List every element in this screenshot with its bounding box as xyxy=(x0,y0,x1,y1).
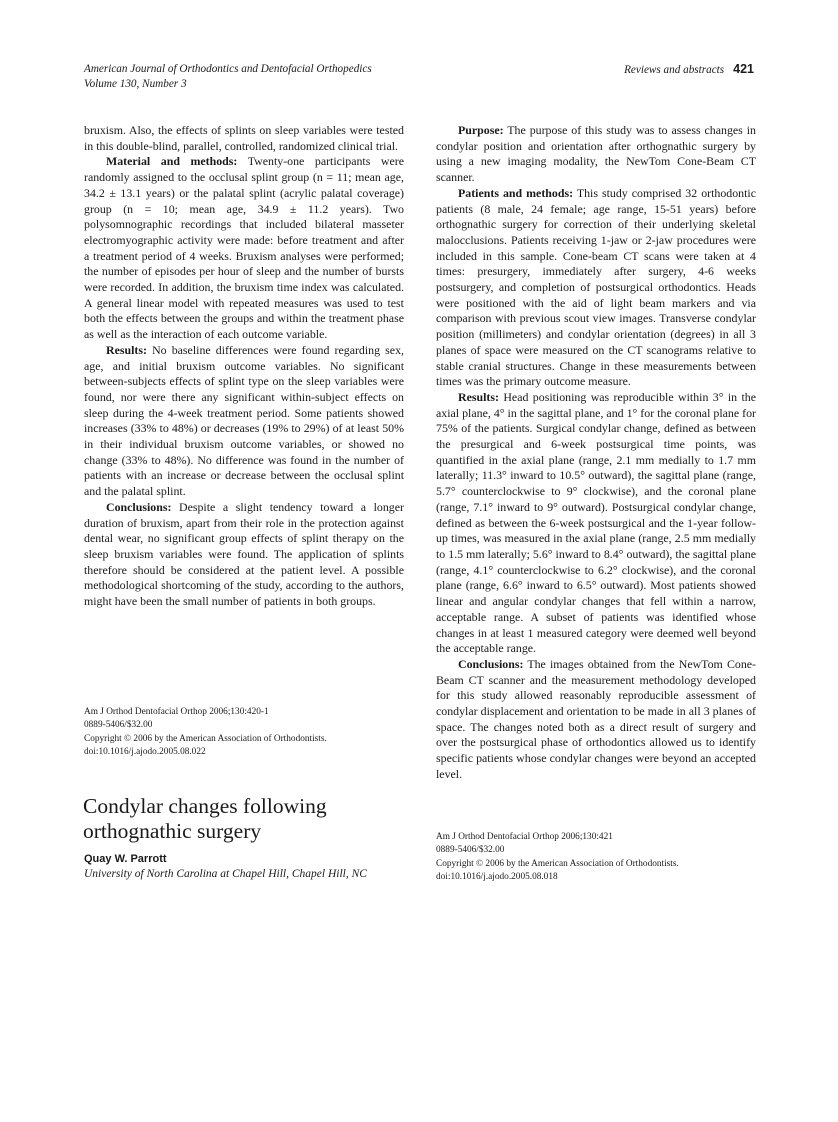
article-title-line1: Condylar changes following xyxy=(83,794,327,818)
section-material-methods xyxy=(84,154,404,342)
section-label: Material and methods: xyxy=(106,154,238,169)
section-text: The purpose of this study was to assess changes in condylar position and orientation after orthognathic surgery by using a new imaging modality, the NewTom Cone-Beam CT scanner. xyxy=(436,123,756,185)
section-results xyxy=(436,390,756,657)
citation-price: 0889-5406/$32.00 xyxy=(84,720,153,731)
citation-block-right xyxy=(436,831,679,885)
article-title-line2: orthognathic surgery xyxy=(83,818,262,843)
journal-name: American Journal of Orthodontics and Dentofacial Orthopedics xyxy=(84,63,372,75)
section-text: This study comprised 32 orthodontic patients (8 male, 24 female; age range, 15-51 years) before orthognathic surgery for correction of their underlying skeletal malocclusions. Patients receiving 1-jaw or 2-jaw procedures were included in this sample. Cone-beam CT scans were taken at 4 times: presurgery, immediately after surgery, 4-6 weeks postsurgery, and completion of postsurgical orthodontics. Heads were positioned with the aid of light beam markers and via comparison with previous scout view images. Transverse condylar position (millimeters) and condylar orientation (degrees) in all 3 planes of space were measured on the CT scanograms relative to stable cranial structures. Change in these measurements between times was the primary outcome measure. xyxy=(436,185,757,389)
citation-copyright: Copyright © 2006 by the American Association of Orthodontists. xyxy=(436,858,679,869)
citation-doi: doi:10.1016/j.ajodo.2005.08.022 xyxy=(84,747,206,758)
section-text: Twenty-one participants were randomly assigned to the occlusal splint group (n = 11; mean age, 34.2 ± 13.1 years) or the palatal splint (acrylic palatal coverage) group (n = 10; mean age, 34.9 ± 11.2 years). Two polysomnographic recordings that included bilateral masseter electromyographic activity were made: before treatment and after a treatment period of 4 weeks. Bruxism analyses were performed; the number of episodes per hour of sleep and the number of bursts were recorded. In addition, the bruxism time index was calculated. A general linear model with repeated measures was used to test both the effects between the groups and within the treatment phase as well as the interaction of each outcome variable. xyxy=(84,154,404,342)
citation-ref: Am J Orthod Dentofacial Orthop 2006;130:421 xyxy=(436,832,613,842)
section-label: Purpose: xyxy=(458,123,504,137)
section-name: Reviews and abstracts xyxy=(624,64,725,76)
running-header-section xyxy=(624,62,754,78)
section-label: Results: xyxy=(458,389,499,404)
section-text: The images obtained from the NewTom Cone-Beam CT scanner and the measurement methodology developed for this study allowed reasonably reproducible assessment of condylar displacement and orientation to be made in all 3 planes of space. The changes noted both as a direct result of surgery and over the postsurgical phase of orthodontics allowed us to identify specific patients whose condylar changes were beyond an accepted level. xyxy=(436,656,756,781)
article-affiliation: University of North Carolina at Chapel Hill, Chapel Hill, NC xyxy=(84,868,367,880)
section-patients-methods xyxy=(436,186,756,390)
citation-doi: doi:10.1016/j.ajodo.2005.08.018 xyxy=(436,872,558,883)
volume-issue: Volume 130, Number 3 xyxy=(84,77,187,90)
section-label: Conclusions: xyxy=(458,656,524,671)
section-conclusions xyxy=(84,500,404,610)
section-text: No baseline differences were found regarding sex, age, and initial bruxism outcome variables. No significant between-subjects effects of splint type on the sleep variables were found, nor were there any significant within-subject effects on sleep during the 4-week treatment period. Some patients showed increases (33% to 48%) or decreases (19% to 29%) of at least 50% in their individual bruxism outcome variables, or showed no change (33% to 48%). No difference was found in the number of patients with an increase or decrease between the occlusal splint and the palatal splint. xyxy=(84,342,404,499)
page-number: 421 xyxy=(733,62,754,76)
section-label: Results: xyxy=(106,342,147,357)
section-purpose xyxy=(436,123,756,186)
section-label: Conclusions: xyxy=(106,499,172,514)
citation-block-left xyxy=(84,706,327,760)
left-column-abstract xyxy=(84,123,404,610)
article-author: Quay W. Parrott xyxy=(84,853,167,865)
section-text: Despite a slight tendency toward a longer duration of bruxism, apart from their role in the protection against dental wear, no significant group effects of splint therapy on the sleep bruxism variables were found. The application of splints therefore should be considered at the patient level. A possible methodological shortcoming of the study, according to the authors, might have been the small number of patients in both groups. xyxy=(84,499,404,609)
continued-paragraph: bruxism. Also, the effects of splints on sleep variables were tested in this double-blind, parallel, controlled, randomized clinical trial. xyxy=(84,123,404,153)
section-text: Head positioning was reproducible within 3° in the axial plane, 4° in the sagittal plane, and 1° for the coronal plane for 75% of the patients. Surgical condylar change, defined as between the presurgical and 6-week postsurgical time points, was quantified in the axial plane (range, 2.1 mm medially to 1.7 mm laterally; 11.3° inward to 10.5° outward), the sagittal plane (range, 5.7° counterclockwise to 9° clockwise), and the coronal plane (range, 7.1° inward to 9° outward). Postsurgical condylar change, defined as between the 6-week postsurgical and the 1-year follow-up times, was measured in the axial plane (range, 2.5 mm medially to 1.5 mm laterally; 5.6° inward to 8.4° outward), the sagittal plane (range, 4.1° counterclockwise to 6.2° clockwise), and the coronal plane (range, 6.6° inward to 6.5° outward). Most patients showed linear and angular condylar changes that fell within a narrow, acceptable range. A subset of patients was identified whose changes in at least 1 measured category were deemed well beyond the acceptable range. xyxy=(436,389,756,656)
section-label: Patients and methods: xyxy=(458,185,574,200)
citation-copyright: Copyright © 2006 by the American Association of Orthodontists. xyxy=(84,733,327,744)
right-column-abstract xyxy=(436,123,756,783)
running-header-journal xyxy=(84,62,372,91)
article-title xyxy=(83,794,413,843)
section-conclusions xyxy=(436,657,756,783)
citation-price: 0889-5406/$32.00 xyxy=(436,845,505,856)
section-results xyxy=(84,343,404,500)
citation-ref: Am J Orthod Dentofacial Orthop 2006;130:420-1 xyxy=(84,707,269,717)
